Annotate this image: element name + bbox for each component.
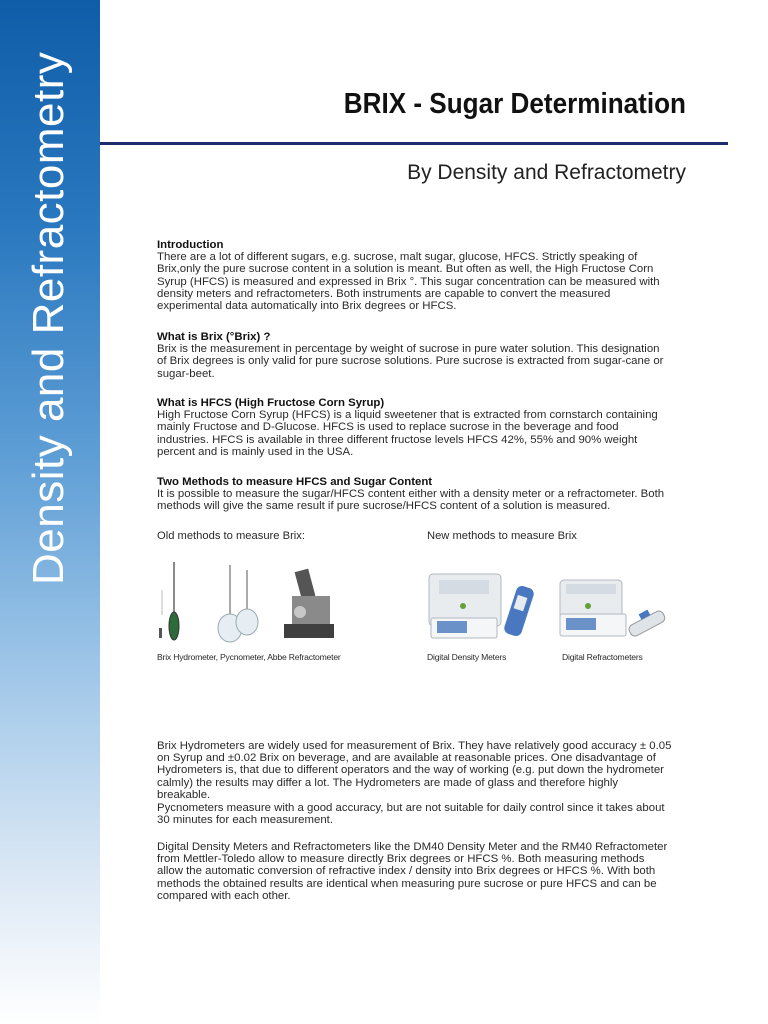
old-methods-label: Old methods to measure Brix: xyxy=(157,530,305,542)
density-meters-caption: Digital Density Meters xyxy=(427,652,507,662)
paragraph-hydrometers: Brix Hydrometers are widely used for measurement of Brix. They have relatively good accuracy ± 0.05 on Syrup and ±0.02 Brix on beverage, and are available at reasonable prices. One disadvantage of Hydrometers is, that due to different operators and the way of working (e.g. put down the hydrometer calmly) the results may differ a lot. The Hydrometers are made of glass and therefore highly breakable. xyxy=(157,740,672,801)
paragraph-digital-meters: Digital Density Meters and Refractometers like the DM40 Density Meter and the RM40 Refractometer from Mettler-Toledo allow to measure directly Brix degrees or HFCS %. Both measuring methods allow the automatic conversion of refractive index / density into Brix degrees or HFCS %. With both methods the obtained results are identical when measuring pure sucrose or pure HFCS and can be compared with each other. xyxy=(157,841,668,902)
section-body: Brix is the measurement in percentage by weight of sucrose in pure water solution. This designation of Brix degrees is only valid for pure sucrose solutions. Pure sucrose is extracted from sugar-cane or sugar-beet. xyxy=(157,343,664,380)
section-heading: Two Methods to measure HFCS and Sugar Content xyxy=(157,476,433,488)
refractometers-caption: Digital Refractometers xyxy=(562,652,643,662)
old-instruments-caption: Brix Hydrometer, Pycnometer, Abbe Refractometer xyxy=(157,652,341,662)
refractometer-image xyxy=(556,570,671,646)
section-what-is-brix xyxy=(157,331,672,380)
density-meter-image xyxy=(425,566,540,646)
section-what-is-hfcs xyxy=(157,397,672,458)
pycnometer-icon xyxy=(218,565,258,642)
new-methods-label: New methods to measure Brix xyxy=(427,530,577,542)
abbe-refractometer-icon xyxy=(284,569,334,638)
hydrometer-icon xyxy=(159,562,179,640)
page-subtitle: By Density and Refractometry xyxy=(407,161,686,184)
title-rule xyxy=(100,142,728,145)
paragraph-pycnometers: Pycnometers measure with a good accuracy, but are not suitable for daily control since it takes about 30 minutes for each measurement. xyxy=(157,802,665,827)
section-heading: Introduction xyxy=(157,239,224,251)
section-introduction xyxy=(157,239,672,312)
section-heading: What is Brix (°Brix) ? xyxy=(157,331,271,343)
section-body: There are a lot of different sugars, e.g. sucrose, malt sugar, glucose, HFCS. Strictly speaking of Brix,only the pure sucrose content in a solution is meant. But often as well, the High Fructose Corn Syrup (HFCS) is measured and expressed in Brix °. This sugar concentration can be measured with density meters and refractometers. Both instruments are capable to convert the measured experimental data automatically into Brix degrees or HFCS. xyxy=(157,251,660,313)
sidebar-title: Density and Refractometry xyxy=(24,51,73,585)
old-instruments-image xyxy=(152,560,352,648)
section-two-methods xyxy=(157,476,672,513)
sidebar-banner xyxy=(0,0,100,1024)
section-heading: What is HFCS (High Fructose Corn Syrup) xyxy=(157,397,385,409)
section-body: High Fructose Corn Syrup (HFCS) is a liquid sweetener that is extracted from cornstarch containing mainly Fructose and D-Glucose. HFCS is used to replace sucrose in the beverage and food industries. HFCS is available in three different fructose levels HFCS 42%, 55% and 90% weight percent and is mainly used in the USA. xyxy=(157,409,658,458)
page-title: BRIX - Sugar Determination xyxy=(343,88,686,120)
section-body: It is possible to measure the sugar/HFCS content either with a density meter or a refractometer. Both methods will give the same result if pure sucrose/HFCS content of a solution is measured. xyxy=(157,488,665,513)
